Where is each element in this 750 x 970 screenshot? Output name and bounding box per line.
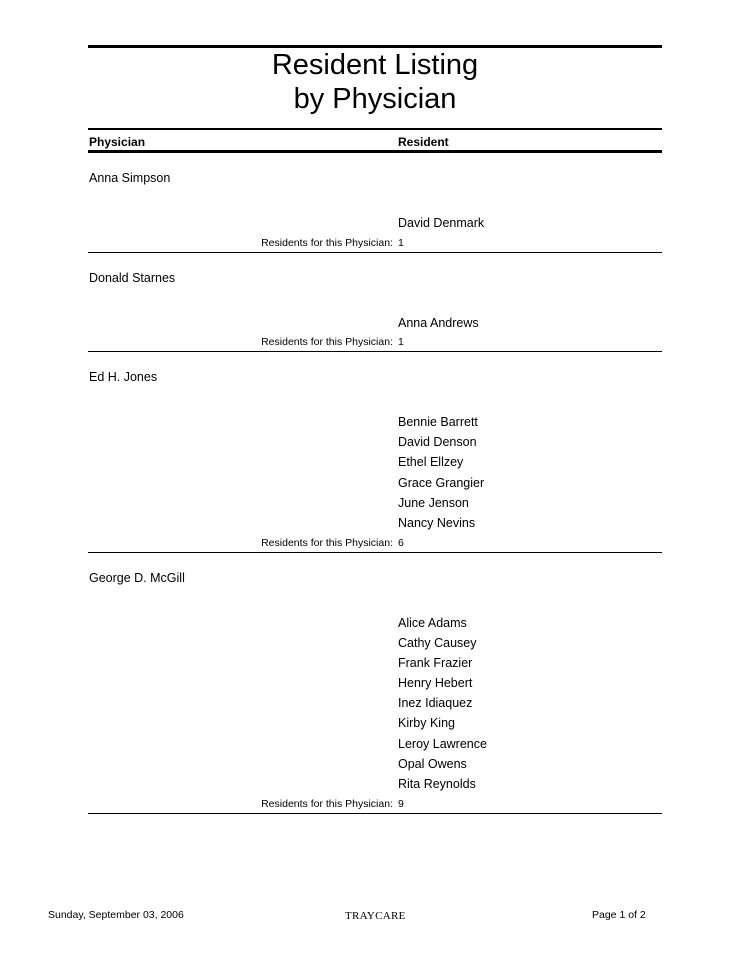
column-header-physician: Physician <box>89 135 146 149</box>
resident-count-row <box>88 336 662 350</box>
resident-count-value: 1 <box>398 336 404 348</box>
footer-app-name: TRAYCARE <box>345 910 406 922</box>
resident-count-row <box>88 798 662 812</box>
physician-name: Ed H. Jones <box>89 370 158 384</box>
resident-list <box>398 613 487 795</box>
resident-name: Kirby King <box>398 716 455 731</box>
report-title-line-1: Resident Listing <box>271 49 479 81</box>
resident-count-label: Residents for this Physician: <box>261 536 393 549</box>
resident-count-value: 1 <box>398 236 404 249</box>
resident-name: Anna Andrews <box>398 315 479 330</box>
resident-name: Rita Reynolds <box>398 777 476 791</box>
physician-name: Anna Simpson <box>89 171 171 185</box>
resident-list <box>398 313 479 333</box>
resident-count-value: 6 <box>398 536 404 549</box>
resident-name: Alice Adams <box>398 615 467 630</box>
report-title-line-2: by Physician <box>293 83 457 115</box>
physician-name: George D. McGill <box>89 570 185 585</box>
physician-group <box>88 253 662 353</box>
physician-groups <box>88 153 662 814</box>
resident-name: David Denmark <box>398 216 485 230</box>
resident-name: Leroy Lawrence <box>398 736 487 751</box>
footer-date: Sunday, September 03, 2006 <box>48 909 184 921</box>
resident-name: Inez Idiaquez <box>398 696 473 711</box>
resident-name: June Jenson <box>398 495 469 510</box>
resident-count-row <box>88 237 662 251</box>
resident-count-label: Residents for this Physician: <box>261 236 393 249</box>
resident-name: Nancy Nevins <box>398 515 476 530</box>
resident-name: Opal Owens <box>398 756 467 771</box>
resident-name: Ethel Ellzey <box>398 455 464 470</box>
footer-page-number: Page 1 of 2 <box>592 909 646 921</box>
physician-group <box>88 352 662 553</box>
resident-count-label: Residents for this Physician: <box>261 797 393 810</box>
column-header-resident: Resident <box>398 135 449 149</box>
resident-list <box>398 213 484 233</box>
resident-count-row <box>88 537 662 551</box>
physician-group <box>88 553 662 814</box>
physician-name: Donald Starnes <box>89 270 176 285</box>
physician-group <box>88 153 662 253</box>
resident-list <box>398 412 484 533</box>
resident-name: Bennie Barrett <box>398 415 478 429</box>
resident-name: Grace Grangier <box>398 475 485 490</box>
resident-name: David Denson <box>398 435 477 450</box>
resident-count-label: Residents for this Physician: <box>261 336 393 348</box>
resident-name: Cathy Causey <box>398 635 477 650</box>
resident-name: Henry Hebert <box>398 676 473 691</box>
resident-count-value: 9 <box>398 797 404 810</box>
resident-name: Frank Frazier <box>398 655 473 670</box>
report-title <box>88 48 662 116</box>
column-header-bar <box>88 128 662 153</box>
